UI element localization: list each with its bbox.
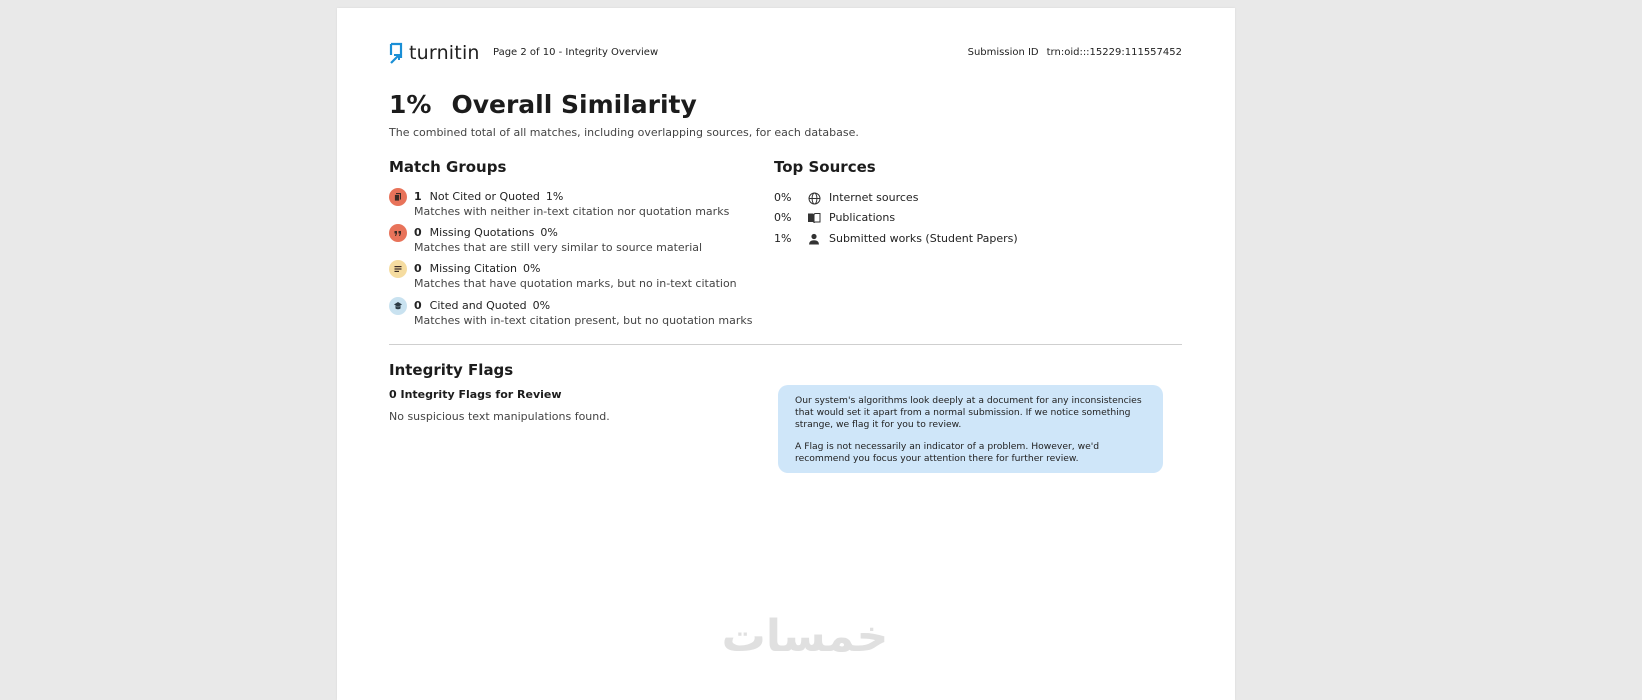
- logo-text: turnitin: [409, 42, 480, 64]
- cited-quoted-icon: [389, 297, 407, 315]
- match-group-cited-quoted: [389, 297, 759, 331]
- match-percent: 0%: [540, 226, 558, 239]
- info-paragraph-1: Our system's algorithms look deeply at a document for any inconsistencies that would set it apart from a normal submission. If we notice something strange, we flag it for you to review.: [795, 395, 1142, 430]
- match-description: Matches with neither in-text citation nor quotation marks: [414, 205, 730, 218]
- match-group-not-cited: [389, 188, 759, 222]
- match-description: Matches that are still very similar to source material: [414, 241, 703, 254]
- overall-similarity-description: The combined total of all matches, including overlapping sources, for each database.: [389, 126, 859, 139]
- match-group-missing-quotations: [389, 224, 759, 258]
- match-count: 1: [414, 190, 422, 203]
- match-count: 0: [414, 226, 422, 239]
- source-label: Publications: [829, 211, 896, 224]
- top-sources-title: Top Sources: [774, 158, 876, 176]
- match-label: Cited and Quoted: [429, 299, 527, 312]
- submission-id-label: Submission ID: [967, 47, 1039, 58]
- match-percent: 0%: [532, 299, 551, 312]
- turnitin-logo-icon: [389, 41, 405, 65]
- match-label: Missing Quotations: [429, 226, 535, 239]
- page-info: Page 2 of 10 - Integrity Overview: [493, 47, 659, 58]
- match-label: Missing Citation: [429, 262, 518, 275]
- source-label: Submitted works (Student Papers): [829, 232, 1018, 245]
- source-percent: 0%: [774, 191, 792, 204]
- source-label: Internet sources: [829, 191, 919, 204]
- match-groups-title: Match Groups: [389, 158, 507, 176]
- page-header: [389, 41, 1182, 65]
- match-count: 0: [414, 262, 422, 275]
- integrity-flags-count: 0 Integrity Flags for Review: [389, 388, 562, 401]
- match-label: Not Cited or Quoted: [429, 190, 540, 203]
- missing-quotations-icon: [389, 224, 407, 242]
- integrity-info-box: [778, 385, 1163, 473]
- missing-citation-icon: [389, 260, 407, 278]
- overall-similarity-percent: 1%: [389, 90, 432, 119]
- watermark-text: خمسات: [721, 611, 889, 661]
- match-percent: 0%: [523, 262, 541, 275]
- match-description: Matches that have quotation marks, but no in-text citation: [414, 277, 737, 290]
- overall-similarity-heading: [389, 90, 697, 119]
- not-cited-icon: [389, 188, 407, 206]
- submission-id-value: trn:oid:::15229:111557452: [1046, 47, 1182, 58]
- section-divider: [389, 344, 1182, 345]
- match-description: Matches with in-text citation present, but no quotation marks: [414, 314, 753, 327]
- match-count: 0: [414, 299, 422, 312]
- info-paragraph-2: A Flag is not necessarily an indicator of a problem. However, we'd recommend you focus your attention there for further review.: [795, 441, 1100, 464]
- person-icon: [807, 232, 821, 246]
- watermark-logo: [705, 611, 905, 665]
- source-percent: 0%: [774, 211, 792, 224]
- turnitin-logo: [389, 41, 480, 65]
- match-percent: 1%: [545, 190, 564, 203]
- document-page: [337, 8, 1235, 700]
- integrity-flags-none-text: No suspicious text manipulations found.: [389, 410, 610, 423]
- match-group-missing-citation: [389, 260, 759, 294]
- source-percent: 1%: [774, 232, 792, 245]
- integrity-flags-title: Integrity Flags: [389, 361, 514, 379]
- globe-icon: [807, 191, 821, 205]
- book-icon: [807, 211, 821, 225]
- overall-similarity-title: Overall Similarity: [451, 90, 697, 119]
- submission-info: [968, 47, 1182, 58]
